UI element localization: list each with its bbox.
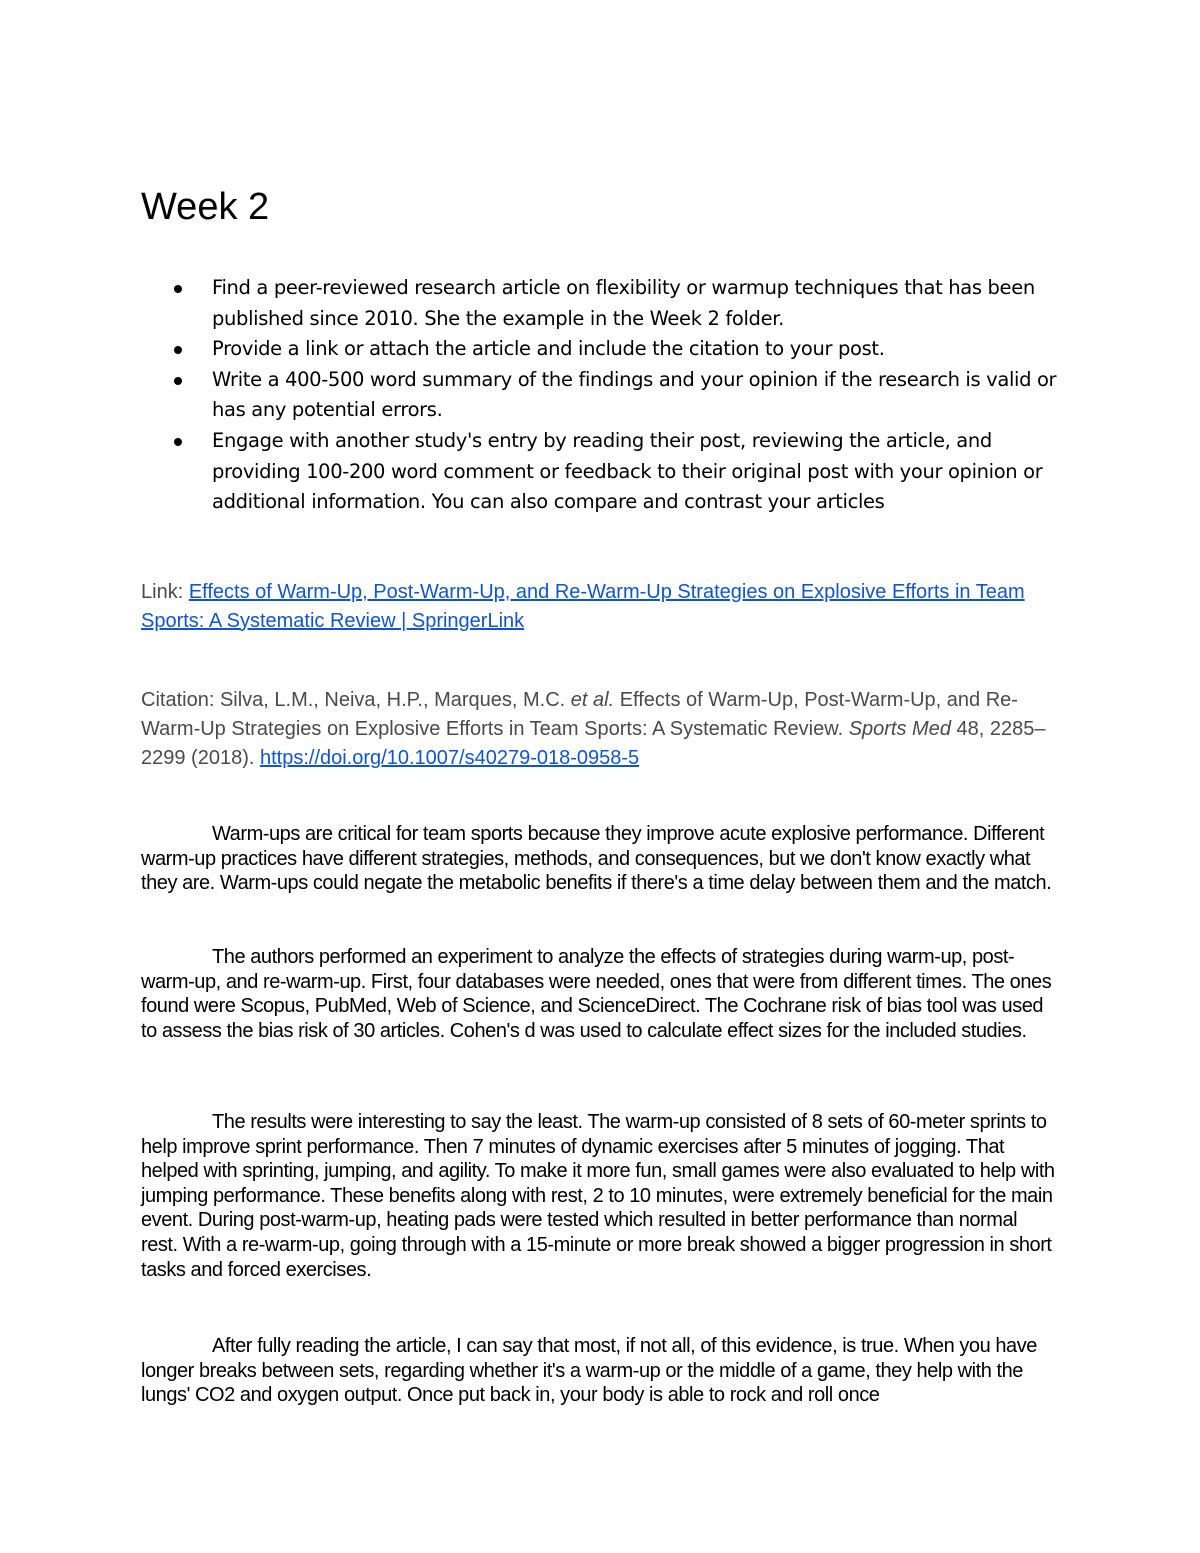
page-title: Week 2 [141, 186, 270, 228]
bullet-icon [174, 285, 182, 293]
article-link-line [141, 578, 1071, 636]
citation-details: 48, 2285–2299 (2018). [141, 717, 1046, 769]
citation-article-title: Effects of Warm-Up, Post-Warm-Up, and Re-Warm-Up Strategies on Explosive Efforts in Team Sports: A Systematic Review. [141, 689, 1018, 740]
list-item [141, 426, 1071, 518]
instruction-list [141, 273, 1071, 518]
summary-paragraph-1: Warm-ups are critical for team sports because they improve acute explosive performance. Different warm-up practices have different strategies, methods, and consequences, but we don't know exactly what they are. Warm-ups could negate the metabolic benefits if there's a time delay between them and the match. [141, 823, 1052, 895]
article-link[interactable]: Effects of Warm-Up, Post-Warm-Up, and Re-Warm-Up Strategies on Explosive Efforts in Team Sports: A Systematic Review | SpringerLink [141, 581, 1025, 632]
list-item-text: Write a 400-500 word summary of the findings and your opinion if the research is valid or has any potential errors. [212, 367, 1057, 422]
bullet-icon [174, 346, 182, 354]
citation-journal: Sports Med [848, 717, 951, 740]
link-label: Link: [141, 581, 189, 603]
citation-et-al: et al. [570, 689, 615, 711]
list-item [141, 365, 1071, 426]
bullet-icon [174, 438, 182, 446]
citation-label: Citation: [141, 689, 220, 711]
bullet-icon [174, 377, 182, 385]
doi-link[interactable]: https://doi.org/10.1007/s40279-018-0958-5 [259, 746, 640, 769]
list-item-text: Find a peer-reviewed research article on flexibility or warmup techniques that has been published since 2010. She the example in the Week 2 folder. [212, 276, 1035, 330]
citation-authors: Silva, L.M., Neiva, H.P., Marques, M.C. [219, 689, 571, 711]
citation [141, 686, 1071, 772]
summary-paragraph-4: After fully reading the article, I can say that most, if not all, of this evidence, is true. When you have longer breaks between sets, regarding whether it's a warm-up or the middle of a game, they help with the lungs' CO2 and oxygen output. Once put back in, your body is able to rock and roll once [141, 1335, 1037, 1407]
summary-paragraph-3: The results were interesting to say the least. The warm-up consisted of 8 sets of 60-meter sprints to help improve sprint performance. Then 7 minutes of dynamic exercises after 5 minutes of jogging. That helped with sprinting, jumping, and agility. To make it more fun, small games were also evaluated to help with jumping performance. These benefits along with rest, 2 to 10 minutes, were extremely beneficial for the main event. During post-warm-up, heating pads were tested which resulted in better performance than normal rest. With a re-warm-up, going through with a 15-minute or more break showed a bigger progression in short tasks and forced exercises. [141, 1111, 1055, 1281]
list-item-text: Provide a link or attach the article and include the citation to your post. [212, 337, 885, 361]
summary-paragraph-2: The authors performed an experiment to analyze the effects of strategies during warm-up, post-warm-up, and re-warm-up. First, four databases were needed, ones that were from different times. The ones found were Scopus, PubMed, Web of Science, and ScienceDirect. The Cochrane risk of bias tool was used to assess the bias risk of 30 articles. Cohen's d was used to calculate effect sizes for the included studies. [141, 946, 1052, 1042]
list-item-text: Engage with another study's entry by reading their post, reviewing the article, and providing 100-200 word comment or feedback to their original post with your opinion or additional information. You can also compare and contrast your articles [212, 428, 1043, 514]
list-item [141, 273, 1071, 334]
list-item [141, 334, 1071, 365]
